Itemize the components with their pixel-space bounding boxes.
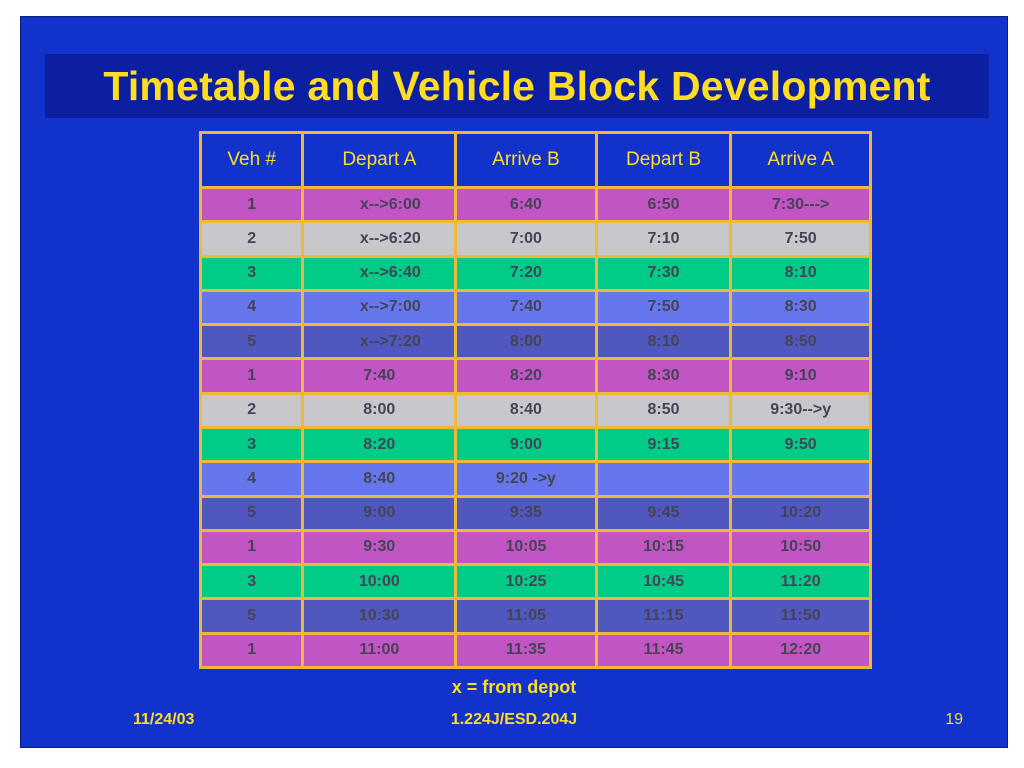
table-row xyxy=(201,325,871,359)
table-row xyxy=(201,462,871,496)
slide-title: Timetable and Vehicle Block Development xyxy=(103,62,931,109)
table-row xyxy=(201,222,871,256)
cell-arrive-a: 9:50 xyxy=(731,427,871,461)
cell-arrive-a: 11:20 xyxy=(731,565,871,599)
cell-depart-a: 9:30 xyxy=(303,530,456,564)
table-row xyxy=(201,188,871,222)
footer-course: 1.224J/ESD.204J xyxy=(450,711,578,728)
cell-arrive-b: 11:05 xyxy=(456,599,597,633)
table-row xyxy=(201,427,871,461)
cell-depart-a: 8:40 xyxy=(303,462,456,496)
cell-arrive-a: 7:50 xyxy=(731,222,871,256)
table-row xyxy=(201,633,871,667)
cell-arrive-b: 7:40 xyxy=(456,290,597,324)
cell-arrive-a: 7:30---> xyxy=(731,188,871,222)
cell-depart-a: 10:00 xyxy=(303,565,456,599)
cell-depart-a: 7:40 xyxy=(303,359,456,393)
timetable xyxy=(199,131,872,669)
cell-depart-a: x-->7:20 xyxy=(303,325,456,359)
cell-depart-a: 8:20 xyxy=(303,427,456,461)
cell-veh: 1 xyxy=(201,530,303,564)
cell-arrive-a: 8:10 xyxy=(731,256,871,290)
cell-depart-a: x-->6:40 xyxy=(303,256,456,290)
cell-depart-a: x-->6:20 xyxy=(303,222,456,256)
cell-veh: 4 xyxy=(201,290,303,324)
cell-arrive-b: 8:00 xyxy=(456,325,597,359)
cell-depart-b: 9:15 xyxy=(596,427,731,461)
cell-veh: 3 xyxy=(201,427,303,461)
cell-arrive-b: 10:05 xyxy=(456,530,597,564)
cell-arrive-a: 8:30 xyxy=(731,290,871,324)
cell-veh: 5 xyxy=(201,325,303,359)
cell-depart-b: 6:50 xyxy=(596,188,731,222)
cell-arrive-a: 10:50 xyxy=(731,530,871,564)
header-row xyxy=(201,133,871,188)
table-row xyxy=(201,393,871,427)
header-veh: Veh # xyxy=(201,133,303,188)
cell-arrive-b: 10:25 xyxy=(456,565,597,599)
cell-depart-b: 7:10 xyxy=(596,222,731,256)
cell-arrive-b: 8:20 xyxy=(456,359,597,393)
cell-arrive-b: 9:20 ->y xyxy=(456,462,597,496)
header-arrive-b: Arrive B xyxy=(456,133,597,188)
table-row xyxy=(201,496,871,530)
cell-depart-a: 9:00 xyxy=(303,496,456,530)
table-row xyxy=(201,256,871,290)
table-body xyxy=(201,188,871,668)
cell-arrive-a: 12:20 xyxy=(731,633,871,667)
header-depart-a: Depart A xyxy=(303,133,456,188)
cell-arrive-a: 10:20 xyxy=(731,496,871,530)
cell-veh: 3 xyxy=(201,256,303,290)
cell-arrive-a xyxy=(731,462,871,496)
cell-depart-b: 8:30 xyxy=(596,359,731,393)
cell-veh: 5 xyxy=(201,599,303,633)
cell-depart-a: 8:00 xyxy=(303,393,456,427)
cell-arrive-a: 8:50 xyxy=(731,325,871,359)
cell-arrive-b: 9:35 xyxy=(456,496,597,530)
cell-depart-b: 7:30 xyxy=(596,256,731,290)
cell-depart-b: 7:50 xyxy=(596,290,731,324)
cell-arrive-b: 7:00 xyxy=(456,222,597,256)
footnote: x = from depot xyxy=(451,677,577,697)
cell-veh: 2 xyxy=(201,393,303,427)
cell-depart-a: x-->7:00 xyxy=(303,290,456,324)
table-row xyxy=(201,565,871,599)
cell-depart-a: 11:00 xyxy=(303,633,456,667)
table-row xyxy=(201,599,871,633)
cell-depart-b xyxy=(596,462,731,496)
table-row xyxy=(201,290,871,324)
title-bar xyxy=(45,54,989,118)
cell-veh: 3 xyxy=(201,565,303,599)
cell-veh: 2 xyxy=(201,222,303,256)
cell-veh: 5 xyxy=(201,496,303,530)
cell-depart-a: 10:30 xyxy=(303,599,456,633)
cell-veh: 1 xyxy=(201,188,303,222)
cell-depart-b: 8:50 xyxy=(596,393,731,427)
cell-arrive-b: 9:00 xyxy=(456,427,597,461)
cell-depart-a: x-->6:00 xyxy=(303,188,456,222)
cell-depart-b: 8:10 xyxy=(596,325,731,359)
header-arrive-a: Arrive A xyxy=(731,133,871,188)
cell-depart-b: 9:45 xyxy=(596,496,731,530)
cell-veh: 1 xyxy=(201,359,303,393)
cell-arrive-b: 11:35 xyxy=(456,633,597,667)
cell-arrive-b: 7:20 xyxy=(456,256,597,290)
cell-depart-b: 11:45 xyxy=(596,633,731,667)
cell-arrive-b: 6:40 xyxy=(456,188,597,222)
cell-arrive-a: 9:10 xyxy=(731,359,871,393)
cell-depart-b: 11:15 xyxy=(596,599,731,633)
cell-arrive-a: 11:50 xyxy=(731,599,871,633)
cell-veh: 1 xyxy=(201,633,303,667)
cell-arrive-b: 8:40 xyxy=(456,393,597,427)
table-row xyxy=(201,359,871,393)
header-depart-b: Depart B xyxy=(596,133,731,188)
cell-depart-b: 10:15 xyxy=(596,530,731,564)
slide xyxy=(20,16,1008,748)
table-row xyxy=(201,530,871,564)
page-number: 19 xyxy=(945,711,963,728)
cell-arrive-a: 9:30-->y xyxy=(731,393,871,427)
cell-depart-b: 10:45 xyxy=(596,565,731,599)
footer-date: 11/24/03 xyxy=(133,711,195,728)
cell-veh: 4 xyxy=(201,462,303,496)
